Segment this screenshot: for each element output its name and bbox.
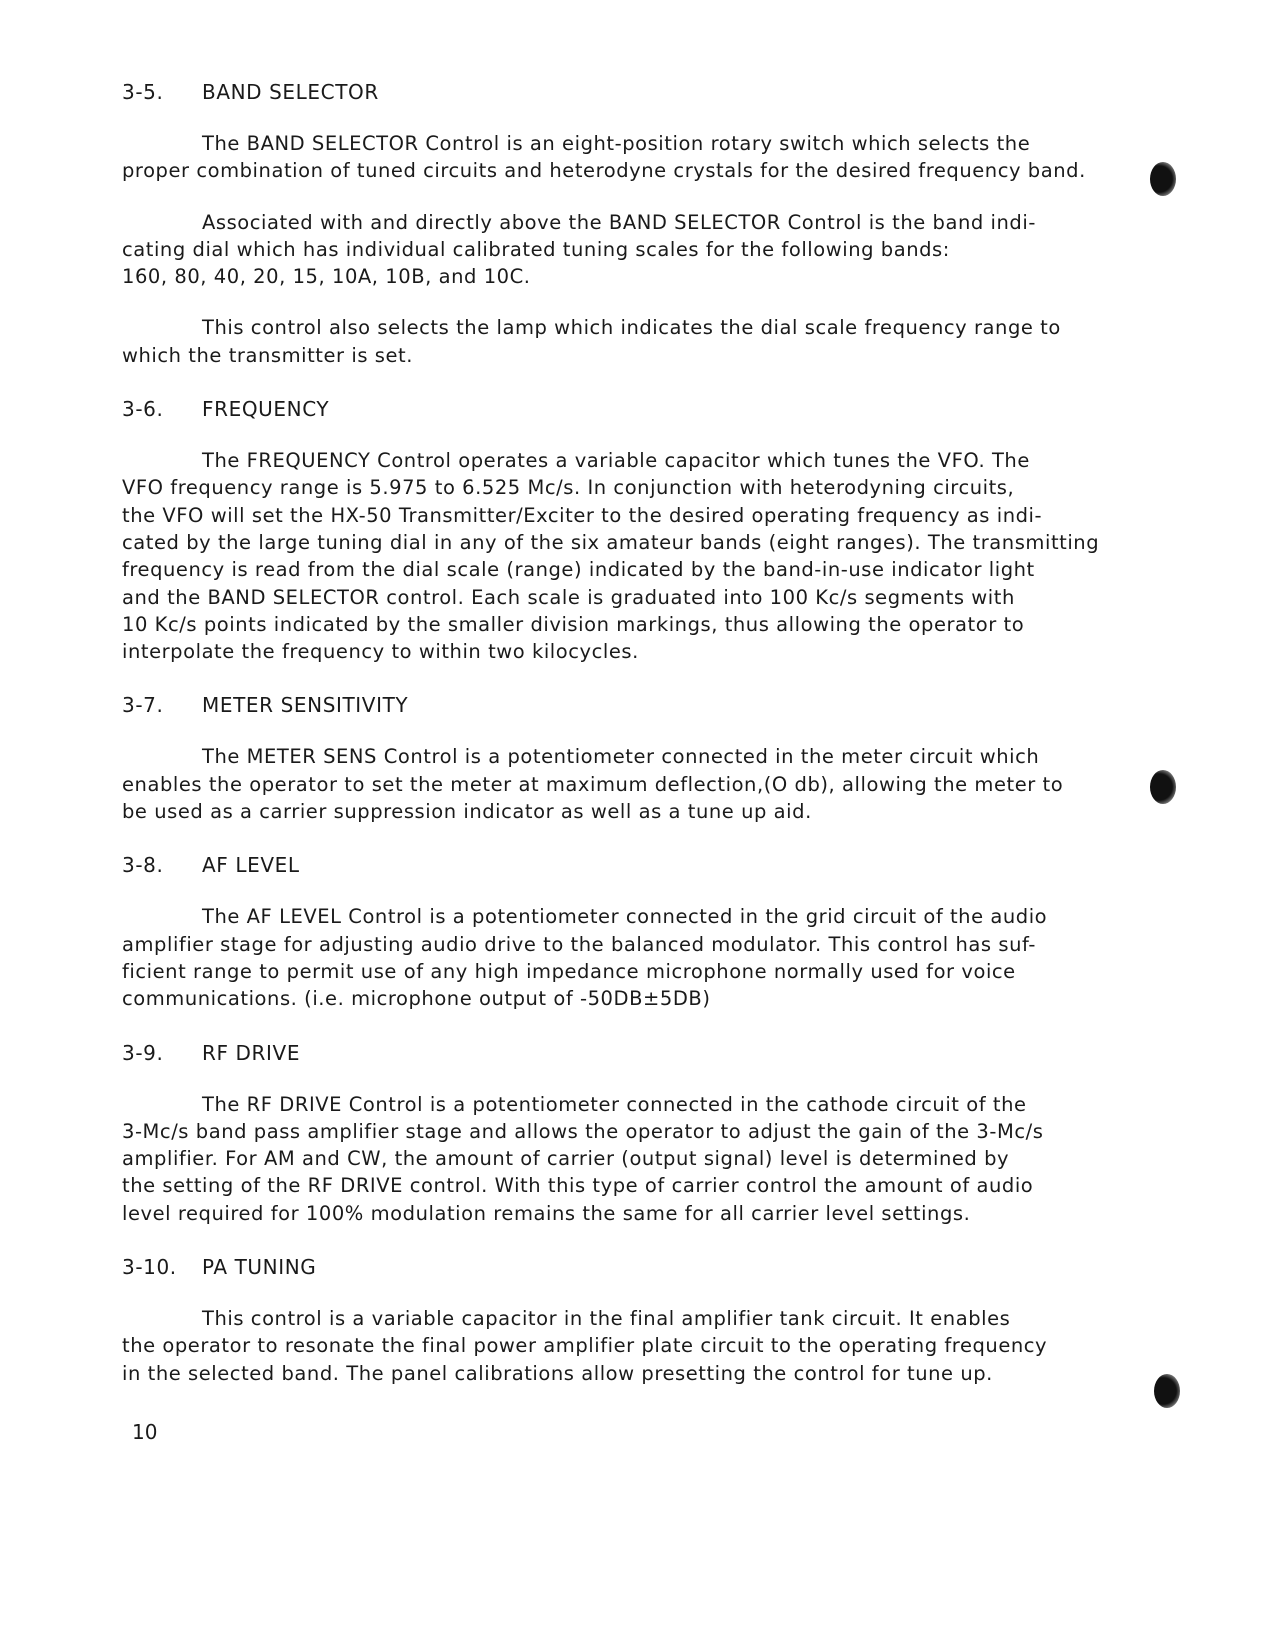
text-line: frequency is read from the dial scale (range) indicated by the band-in-use indicator light	[122, 558, 1035, 582]
binder-hole-icon	[1150, 162, 1176, 196]
paragraph	[122, 209, 1122, 291]
text-line: The METER SENS Control is a potentiometer connected in the meter circuit which	[202, 745, 1040, 769]
text-line: The AF LEVEL Control is a potentiometer connected in the grid circuit of the audio	[202, 905, 1048, 929]
text-line: and the BAND SELECTOR control. Each scale is graduated into 100 Kc/s segments with	[122, 585, 1015, 609]
section-title: AF LEVEL	[202, 853, 300, 878]
section	[122, 691, 1122, 825]
text-line: The BAND SELECTOR Control is an eight-position rotary switch which selects the	[202, 132, 1031, 155]
section-heading	[122, 851, 1122, 879]
text-line: the setting of the RF DRIVE control. With this type of carrier control the amount of audio	[122, 1174, 1034, 1198]
paragraph	[122, 130, 1122, 185]
section-number: 3-9.	[122, 1040, 164, 1065]
text-line: cating dial which has individual calibrated tuning scales for the following bands:	[122, 237, 950, 261]
section-title: METER SENSITIVITY	[202, 693, 409, 718]
text-line: This control is a variable capacitor in the final amplifier tank circuit. It enables	[202, 1307, 1011, 1331]
text-line: This control also selects the lamp which indicates the dial scale frequency range to	[202, 316, 1061, 340]
section-heading	[122, 691, 1122, 719]
text-line: amplifier. For AM and CW, the amount of carrier (output signal) level is determined by	[122, 1147, 1010, 1171]
text-line: cated by the large tuning dial in any of the six amateur bands (eight ranges). The transmitting	[122, 530, 1100, 554]
text-line: the VFO will set the HX-50 Transmitter/Exciter to the desired operating frequency as indi-	[122, 503, 1043, 527]
text-line: the operator to resonate the final power amplifier plate circuit to the operating frequency	[122, 1334, 1048, 1358]
text-line: 10 Kc/s points indicated by the smaller division markings, thus allowing the operator to	[122, 612, 1025, 636]
section	[122, 1253, 1122, 1387]
paragraph	[122, 314, 1122, 369]
section-number: 3-7.	[122, 693, 164, 718]
section-title: RF DRIVE	[202, 1040, 301, 1065]
text-line: 3-Mc/s band pass amplifier stage and allows the operator to adjust the gain of the 3-Mc/s	[122, 1119, 1044, 1143]
paragraph	[122, 743, 1122, 825]
section-number: 3-5.	[122, 80, 164, 104]
section-number: 3-8.	[122, 853, 164, 878]
section	[122, 851, 1122, 1012]
binder-hole-icon	[1154, 1374, 1180, 1408]
section	[122, 78, 1122, 369]
text-line: 160, 80, 40, 20, 15, 10A, 10B, and 10C.	[122, 265, 531, 289]
text-line: amplifier stage for adjusting audio drive to the balanced modulator. This control has suf-	[122, 932, 1036, 956]
section-heading	[122, 1039, 1122, 1067]
section-number: 3-6.	[122, 397, 164, 422]
section-heading	[122, 1253, 1122, 1281]
text-line: which the transmitter is set.	[122, 343, 413, 367]
text-line: The RF DRIVE Control is a potentiometer connected in the cathode circuit of the	[202, 1092, 1027, 1116]
paragraph	[122, 1091, 1122, 1227]
section-title: FREQUENCY	[202, 397, 330, 422]
text-line: ficient range to permit use of any high impedance microphone normally used for voice	[122, 959, 1016, 983]
text-line: proper combination of tuned circuits and heterodyne crystals for the desired frequency band.	[122, 159, 1086, 183]
page-number: 10	[132, 1420, 158, 1444]
section-number: 3-10.	[122, 1255, 177, 1280]
paragraph	[122, 1305, 1122, 1387]
text-line: be used as a carrier suppression indicator as well as a tune up aid.	[122, 800, 812, 824]
text-line: The FREQUENCY Control operates a variable capacitor which tunes the VFO. The	[202, 449, 1030, 473]
section-title: PA TUNING	[202, 1255, 317, 1280]
text-line: enables the operator to set the meter at maximum deflection,(O db), allowing the meter to	[122, 772, 1064, 796]
section-title: BAND SELECTOR	[202, 80, 379, 104]
text-line: communications. (i.e. microphone output of -50DB±5DB)	[122, 987, 711, 1011]
text-line: interpolate the frequency to within two kilocycles.	[122, 640, 639, 664]
section-heading	[122, 78, 1122, 106]
section	[122, 395, 1122, 665]
text-line: VFO frequency range is 5.975 to 6.525 Mc/s. In conjunction with heterodyning circuits,	[122, 476, 1015, 500]
section-heading	[122, 395, 1122, 423]
binder-hole-icon	[1150, 770, 1176, 804]
text-line: level required for 100% modulation remains the same for all carrier level settings.	[122, 1201, 971, 1225]
document-body	[122, 78, 1122, 1413]
text-line: Associated with and directly above the BAND SELECTOR Control is the band indi-	[202, 210, 1036, 234]
section	[122, 1039, 1122, 1227]
paragraph	[122, 447, 1122, 665]
paragraph	[122, 903, 1122, 1012]
text-line: in the selected band. The panel calibrations allow presetting the control for tune up.	[122, 1361, 993, 1385]
